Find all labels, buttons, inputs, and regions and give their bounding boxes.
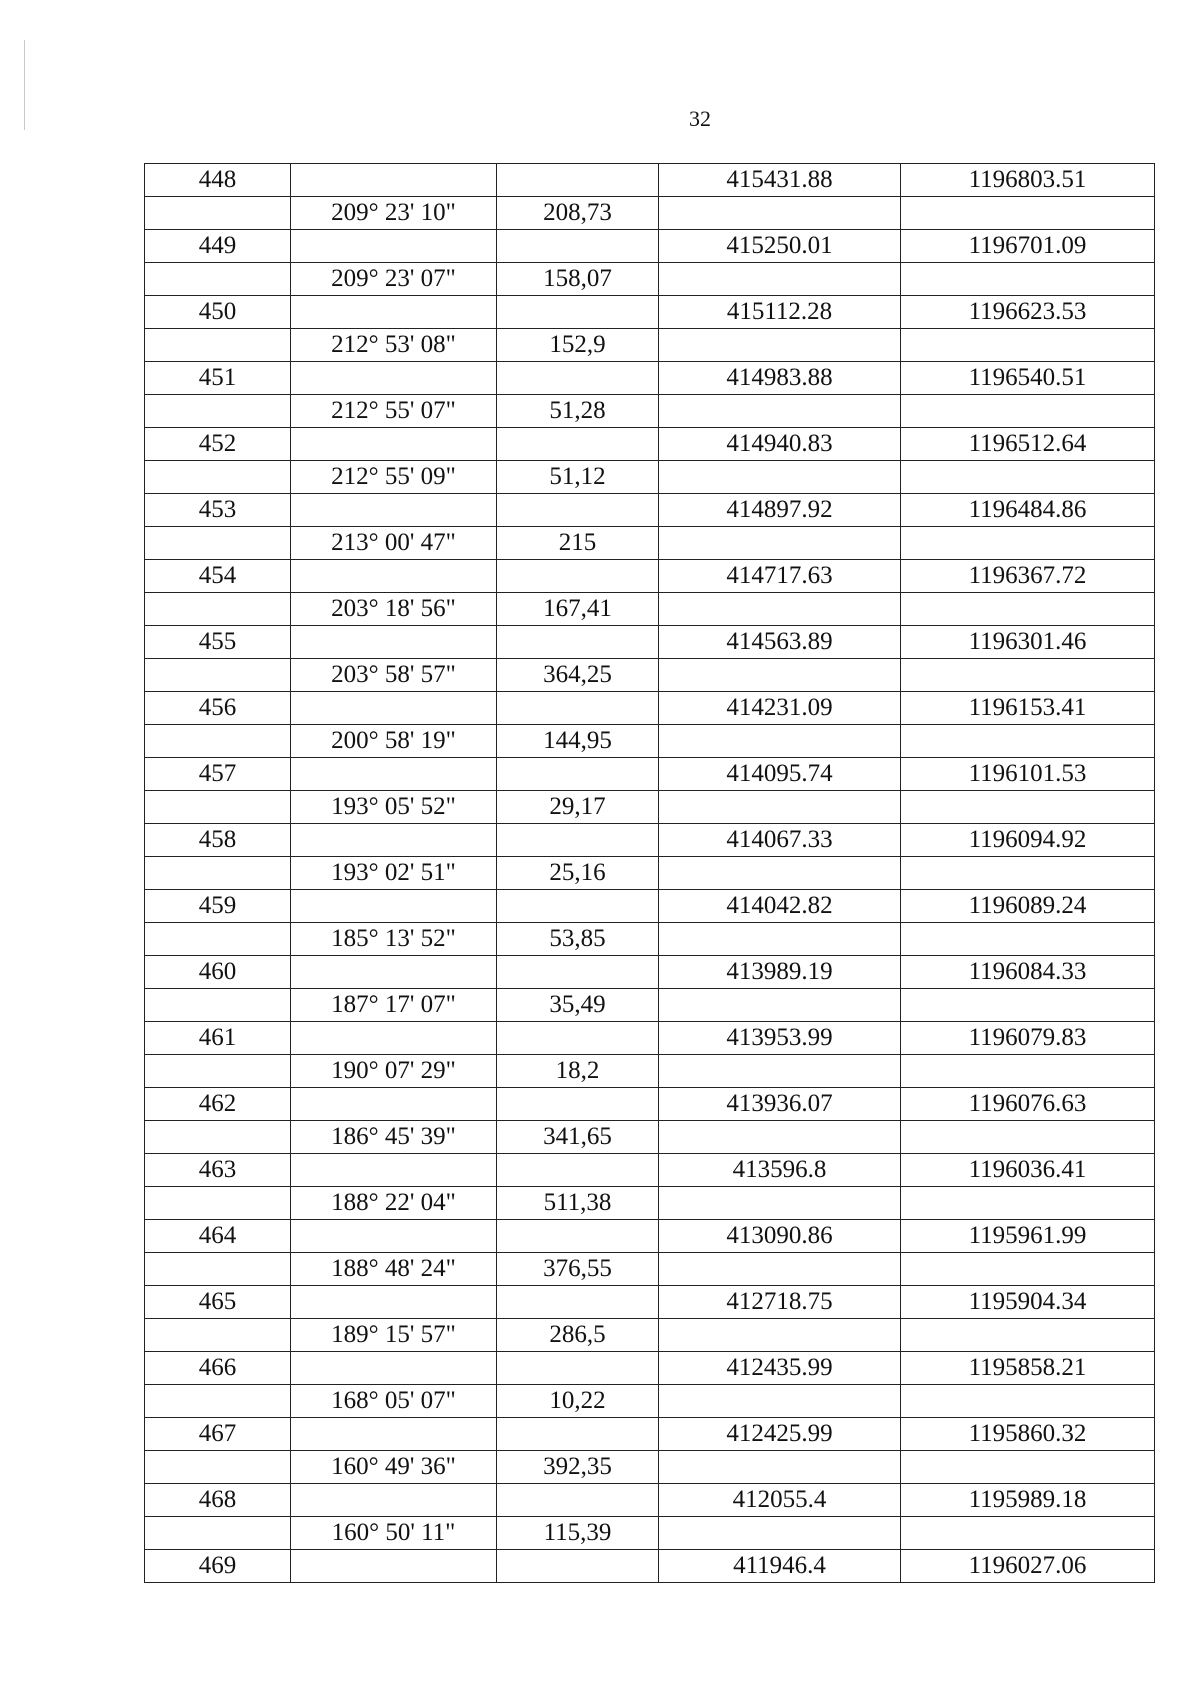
point-number-cell — [145, 1253, 291, 1286]
distance-cell — [497, 428, 659, 461]
table-row — [145, 296, 1155, 329]
table-row — [145, 1253, 1155, 1286]
point-number-cell: 468 — [145, 1484, 291, 1517]
y-coordinate-cell — [901, 527, 1155, 560]
distance-cell: 144,95 — [497, 725, 659, 758]
direction-angle-cell — [291, 164, 497, 197]
table-row — [145, 1121, 1155, 1154]
y-coordinate-cell: 1195904.34 — [901, 1286, 1155, 1319]
point-number-cell: 462 — [145, 1088, 291, 1121]
table-row — [145, 197, 1155, 230]
distance-cell — [497, 494, 659, 527]
direction-angle-cell: 193° 05' 52" — [291, 791, 497, 824]
y-coordinate-cell: 1195860.32 — [901, 1418, 1155, 1451]
direction-angle-cell: 160° 49' 36" — [291, 1451, 497, 1484]
direction-angle-cell: 203° 18' 56" — [291, 593, 497, 626]
distance-cell: 25,16 — [497, 857, 659, 890]
distance-cell — [497, 230, 659, 263]
distance-cell — [497, 164, 659, 197]
y-coordinate-cell: 1196076.63 — [901, 1088, 1155, 1121]
table-row — [145, 263, 1155, 296]
direction-angle-cell: 212° 55' 09" — [291, 461, 497, 494]
table-row — [145, 1088, 1155, 1121]
table-row — [145, 1352, 1155, 1385]
distance-cell — [497, 1154, 659, 1187]
distance-cell — [497, 890, 659, 923]
direction-angle-cell — [291, 230, 497, 263]
direction-angle-cell: 168° 05' 07" — [291, 1385, 497, 1418]
x-coordinate-cell — [659, 923, 901, 956]
point-number-cell: 461 — [145, 1022, 291, 1055]
table-row — [145, 329, 1155, 362]
x-coordinate-cell: 414095.74 — [659, 758, 901, 791]
direction-angle-cell — [291, 824, 497, 857]
y-coordinate-cell: 1195989.18 — [901, 1484, 1155, 1517]
x-coordinate-cell — [659, 395, 901, 428]
direction-angle-cell — [291, 1352, 497, 1385]
point-number-cell: 463 — [145, 1154, 291, 1187]
y-coordinate-cell: 1196803.51 — [901, 164, 1155, 197]
table-row — [145, 1319, 1155, 1352]
direction-angle-cell: 188° 22' 04" — [291, 1187, 497, 1220]
point-number-cell: 458 — [145, 824, 291, 857]
point-number-cell — [145, 197, 291, 230]
point-number-cell: 449 — [145, 230, 291, 263]
y-coordinate-cell — [901, 329, 1155, 362]
table-row — [145, 1517, 1155, 1550]
y-coordinate-cell: 1196101.53 — [901, 758, 1155, 791]
direction-angle-cell — [291, 626, 497, 659]
table-row — [145, 791, 1155, 824]
point-number-cell — [145, 989, 291, 1022]
x-coordinate-cell: 413953.99 — [659, 1022, 901, 1055]
table-row — [145, 230, 1155, 263]
y-coordinate-cell: 1196079.83 — [901, 1022, 1155, 1055]
x-coordinate-cell: 415431.88 — [659, 164, 901, 197]
point-number-cell — [145, 791, 291, 824]
direction-angle-cell — [291, 758, 497, 791]
distance-cell: 51,12 — [497, 461, 659, 494]
direction-angle-cell: 188° 48' 24" — [291, 1253, 497, 1286]
table-row — [145, 824, 1155, 857]
table-row — [145, 428, 1155, 461]
table-row — [145, 1451, 1155, 1484]
point-number-cell — [145, 1385, 291, 1418]
x-coordinate-cell — [659, 857, 901, 890]
x-coordinate-cell — [659, 1253, 901, 1286]
x-coordinate-cell — [659, 1121, 901, 1154]
point-number-cell: 464 — [145, 1220, 291, 1253]
y-coordinate-cell: 1195961.99 — [901, 1220, 1155, 1253]
distance-cell — [497, 1418, 659, 1451]
table-row — [145, 593, 1155, 626]
direction-angle-cell — [291, 1484, 497, 1517]
point-number-cell — [145, 1055, 291, 1088]
y-coordinate-cell — [901, 1385, 1155, 1418]
point-number-cell — [145, 923, 291, 956]
x-coordinate-cell: 411946.4 — [659, 1550, 901, 1583]
y-coordinate-cell — [901, 1055, 1155, 1088]
direction-angle-cell: 200° 58' 19" — [291, 725, 497, 758]
direction-angle-cell — [291, 692, 497, 725]
table-row — [145, 956, 1155, 989]
direction-angle-cell — [291, 1550, 497, 1583]
x-coordinate-cell: 414231.09 — [659, 692, 901, 725]
table-row — [145, 1385, 1155, 1418]
coordinates-table-body — [145, 164, 1155, 1583]
direction-angle-cell: 186° 45' 39" — [291, 1121, 497, 1154]
point-number-cell: 450 — [145, 296, 291, 329]
point-number-cell: 460 — [145, 956, 291, 989]
distance-cell: 167,41 — [497, 593, 659, 626]
y-coordinate-cell: 1196027.06 — [901, 1550, 1155, 1583]
y-coordinate-cell — [901, 263, 1155, 296]
distance-cell: 215 — [497, 527, 659, 560]
direction-angle-cell: 212° 55' 07" — [291, 395, 497, 428]
y-coordinate-cell: 1196084.33 — [901, 956, 1155, 989]
point-number-cell — [145, 395, 291, 428]
point-number-cell: 456 — [145, 692, 291, 725]
point-number-cell — [145, 329, 291, 362]
distance-cell — [497, 956, 659, 989]
point-number-cell: 457 — [145, 758, 291, 791]
y-coordinate-cell — [901, 791, 1155, 824]
y-coordinate-cell — [901, 1187, 1155, 1220]
distance-cell — [497, 560, 659, 593]
point-number-cell: 452 — [145, 428, 291, 461]
direction-angle-cell: 190° 07' 29" — [291, 1055, 497, 1088]
point-number-cell: 467 — [145, 1418, 291, 1451]
direction-angle-cell: 213° 00' 47" — [291, 527, 497, 560]
x-coordinate-cell — [659, 263, 901, 296]
distance-cell — [497, 758, 659, 791]
x-coordinate-cell: 415112.28 — [659, 296, 901, 329]
distance-cell — [497, 824, 659, 857]
x-coordinate-cell: 415250.01 — [659, 230, 901, 263]
direction-angle-cell: 203° 58' 57" — [291, 659, 497, 692]
distance-cell — [497, 626, 659, 659]
distance-cell — [497, 1088, 659, 1121]
table-row — [145, 461, 1155, 494]
y-coordinate-cell: 1196701.09 — [901, 230, 1155, 263]
x-coordinate-cell: 414983.88 — [659, 362, 901, 395]
x-coordinate-cell — [659, 725, 901, 758]
point-number-cell — [145, 527, 291, 560]
y-coordinate-cell — [901, 1451, 1155, 1484]
direction-angle-cell — [291, 560, 497, 593]
x-coordinate-cell — [659, 1517, 901, 1550]
x-coordinate-cell: 413090.86 — [659, 1220, 901, 1253]
direction-angle-cell: 212° 53' 08" — [291, 329, 497, 362]
table-row — [145, 560, 1155, 593]
distance-cell: 341,65 — [497, 1121, 659, 1154]
table-row — [145, 1154, 1155, 1187]
direction-angle-cell — [291, 1154, 497, 1187]
y-coordinate-cell: 1196094.92 — [901, 824, 1155, 857]
distance-cell — [497, 1220, 659, 1253]
y-coordinate-cell — [901, 1517, 1155, 1550]
y-coordinate-cell: 1196484.86 — [901, 494, 1155, 527]
y-coordinate-cell — [901, 1121, 1155, 1154]
direction-angle-cell — [291, 494, 497, 527]
x-coordinate-cell — [659, 791, 901, 824]
point-number-cell — [145, 659, 291, 692]
point-number-cell: 469 — [145, 1550, 291, 1583]
y-coordinate-cell — [901, 989, 1155, 1022]
distance-cell: 53,85 — [497, 923, 659, 956]
y-coordinate-cell: 1196036.41 — [901, 1154, 1155, 1187]
x-coordinate-cell: 414067.33 — [659, 824, 901, 857]
x-coordinate-cell — [659, 1319, 901, 1352]
x-coordinate-cell: 412435.99 — [659, 1352, 901, 1385]
point-number-cell: 448 — [145, 164, 291, 197]
table-row — [145, 758, 1155, 791]
table-row — [145, 1286, 1155, 1319]
distance-cell — [497, 1022, 659, 1055]
coordinates-table — [144, 163, 1155, 1583]
x-coordinate-cell — [659, 1385, 901, 1418]
table-row — [145, 1022, 1155, 1055]
point-number-cell — [145, 461, 291, 494]
distance-cell — [497, 692, 659, 725]
point-number-cell: 465 — [145, 1286, 291, 1319]
x-coordinate-cell: 413989.19 — [659, 956, 901, 989]
x-coordinate-cell — [659, 197, 901, 230]
distance-cell: 51,28 — [497, 395, 659, 428]
point-number-cell — [145, 857, 291, 890]
point-number-cell: 451 — [145, 362, 291, 395]
table-row — [145, 362, 1155, 395]
direction-angle-cell: 187° 17' 07" — [291, 989, 497, 1022]
distance-cell: 29,17 — [497, 791, 659, 824]
distance-cell: 208,73 — [497, 197, 659, 230]
table-row — [145, 923, 1155, 956]
distance-cell — [497, 1550, 659, 1583]
table-row — [145, 164, 1155, 197]
x-coordinate-cell — [659, 593, 901, 626]
direction-angle-cell — [291, 428, 497, 461]
table-row — [145, 395, 1155, 428]
y-coordinate-cell — [901, 659, 1155, 692]
point-number-cell — [145, 1121, 291, 1154]
direction-angle-cell — [291, 890, 497, 923]
direction-angle-cell — [291, 1022, 497, 1055]
y-coordinate-cell: 1196089.24 — [901, 890, 1155, 923]
point-number-cell — [145, 1319, 291, 1352]
distance-cell: 286,5 — [497, 1319, 659, 1352]
table-row — [145, 1220, 1155, 1253]
y-coordinate-cell: 1196153.41 — [901, 692, 1155, 725]
table-row — [145, 1484, 1155, 1517]
distance-cell — [497, 1286, 659, 1319]
x-coordinate-cell — [659, 527, 901, 560]
table-row — [145, 857, 1155, 890]
x-coordinate-cell: 412425.99 — [659, 1418, 901, 1451]
distance-cell: 364,25 — [497, 659, 659, 692]
x-coordinate-cell: 413936.07 — [659, 1088, 901, 1121]
x-coordinate-cell — [659, 329, 901, 362]
table-row — [145, 527, 1155, 560]
x-coordinate-cell: 414940.83 — [659, 428, 901, 461]
point-number-cell — [145, 1517, 291, 1550]
y-coordinate-cell: 1196301.46 — [901, 626, 1155, 659]
x-coordinate-cell — [659, 1055, 901, 1088]
distance-cell: 10,22 — [497, 1385, 659, 1418]
table-row — [145, 494, 1155, 527]
table-row — [145, 659, 1155, 692]
point-number-cell — [145, 263, 291, 296]
direction-angle-cell: 209° 23' 07" — [291, 263, 497, 296]
point-number-cell: 466 — [145, 1352, 291, 1385]
distance-cell — [497, 1352, 659, 1385]
y-coordinate-cell: 1196623.53 — [901, 296, 1155, 329]
distance-cell: 115,39 — [497, 1517, 659, 1550]
direction-angle-cell: 209° 23' 10" — [291, 197, 497, 230]
y-coordinate-cell — [901, 395, 1155, 428]
table-row — [145, 1550, 1155, 1583]
distance-cell: 511,38 — [497, 1187, 659, 1220]
distance-cell: 392,35 — [497, 1451, 659, 1484]
x-coordinate-cell — [659, 461, 901, 494]
x-coordinate-cell — [659, 1451, 901, 1484]
point-number-cell — [145, 725, 291, 758]
table-row — [145, 692, 1155, 725]
direction-angle-cell — [291, 1286, 497, 1319]
y-coordinate-cell — [901, 725, 1155, 758]
distance-cell: 376,55 — [497, 1253, 659, 1286]
distance-cell: 152,9 — [497, 329, 659, 362]
distance-cell: 158,07 — [497, 263, 659, 296]
table-row — [145, 989, 1155, 1022]
x-coordinate-cell: 412055.4 — [659, 1484, 901, 1517]
table-row — [145, 626, 1155, 659]
y-coordinate-cell: 1196367.72 — [901, 560, 1155, 593]
x-coordinate-cell: 414897.92 — [659, 494, 901, 527]
y-coordinate-cell: 1195858.21 — [901, 1352, 1155, 1385]
x-coordinate-cell: 414563.89 — [659, 626, 901, 659]
page-number: 32 — [689, 106, 711, 131]
direction-angle-cell: 185° 13' 52" — [291, 923, 497, 956]
table-row — [145, 1418, 1155, 1451]
point-number-cell — [145, 593, 291, 626]
distance-cell: 18,2 — [497, 1055, 659, 1088]
table-row — [145, 1187, 1155, 1220]
table-row — [145, 890, 1155, 923]
x-coordinate-cell — [659, 989, 901, 1022]
x-coordinate-cell — [659, 659, 901, 692]
distance-cell — [497, 1484, 659, 1517]
direction-angle-cell — [291, 1088, 497, 1121]
x-coordinate-cell — [659, 1187, 901, 1220]
y-coordinate-cell: 1196512.64 — [901, 428, 1155, 461]
table-row — [145, 725, 1155, 758]
point-number-cell — [145, 1451, 291, 1484]
distance-cell — [497, 362, 659, 395]
direction-angle-cell — [291, 362, 497, 395]
y-coordinate-cell — [901, 1253, 1155, 1286]
y-coordinate-cell — [901, 923, 1155, 956]
distance-cell — [497, 296, 659, 329]
x-coordinate-cell: 412718.75 — [659, 1286, 901, 1319]
direction-angle-cell — [291, 296, 497, 329]
point-number-cell: 455 — [145, 626, 291, 659]
direction-angle-cell: 193° 02' 51" — [291, 857, 497, 890]
table-row — [145, 1055, 1155, 1088]
y-coordinate-cell: 1196540.51 — [901, 362, 1155, 395]
direction-angle-cell: 189° 15' 57" — [291, 1319, 497, 1352]
y-coordinate-cell — [901, 461, 1155, 494]
direction-angle-cell — [291, 1418, 497, 1451]
y-coordinate-cell — [901, 1319, 1155, 1352]
x-coordinate-cell: 414717.63 — [659, 560, 901, 593]
point-number-cell: 459 — [145, 890, 291, 923]
y-coordinate-cell — [901, 857, 1155, 890]
direction-angle-cell: 160° 50' 11" — [291, 1517, 497, 1550]
distance-cell: 35,49 — [497, 989, 659, 1022]
point-number-cell: 454 — [145, 560, 291, 593]
point-number-cell — [145, 1187, 291, 1220]
x-coordinate-cell: 414042.82 — [659, 890, 901, 923]
x-coordinate-cell: 413596.8 — [659, 1154, 901, 1187]
point-number-cell: 453 — [145, 494, 291, 527]
direction-angle-cell — [291, 1220, 497, 1253]
y-coordinate-cell — [901, 593, 1155, 626]
direction-angle-cell — [291, 956, 497, 989]
y-coordinate-cell — [901, 197, 1155, 230]
